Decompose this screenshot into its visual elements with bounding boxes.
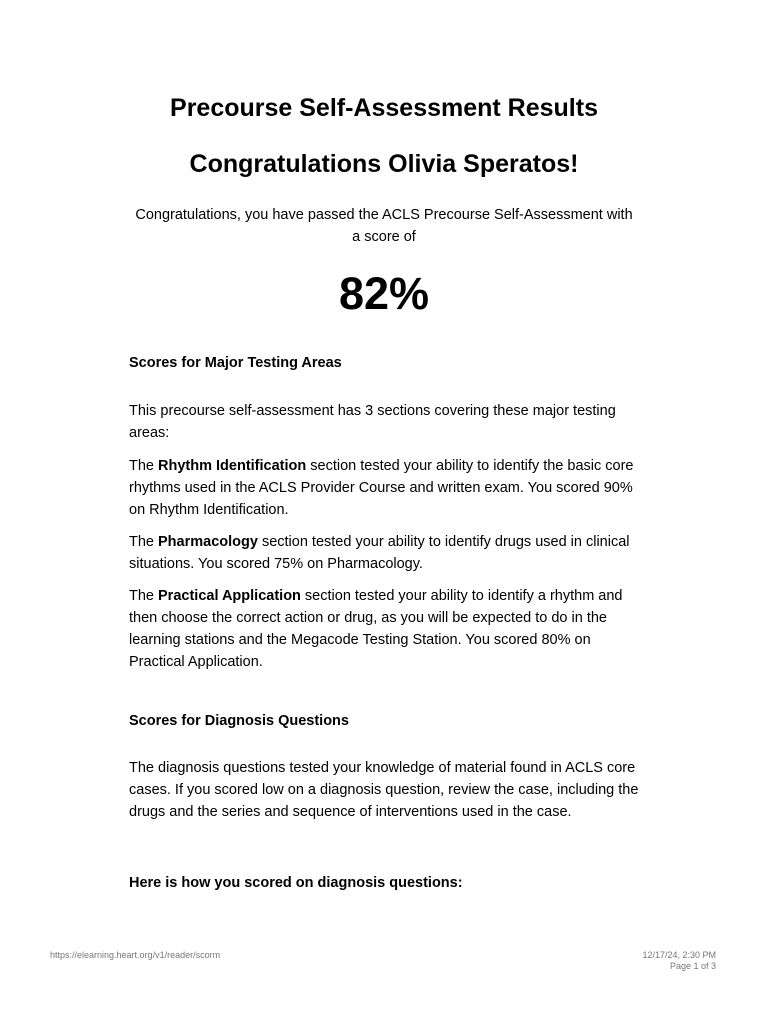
practical-section-name: Practical Application xyxy=(158,588,301,604)
rhythm-prefix: The xyxy=(129,458,159,474)
congratulations-heading: Congratulations Olivia Speratos! xyxy=(189,150,579,178)
sections-intro: This precourse self-assessment has 3 sections covering these major testing areas: xyxy=(129,403,616,441)
major-areas-heading: Scores for Major Testing Areas xyxy=(129,355,342,371)
overall-score: 82% xyxy=(338,268,430,319)
footer-meta xyxy=(642,950,716,972)
practical-paragraph xyxy=(129,585,641,673)
rhythm-section-name: Rhythm Identification xyxy=(158,458,307,474)
footer-datetime: 12/17/24, 2:30 PM xyxy=(642,950,716,960)
pharmacology-prefix: The xyxy=(129,534,159,550)
practical-prefix: The xyxy=(129,588,159,604)
rhythm-paragraph xyxy=(129,455,641,521)
page-title: Precourse Self-Assessment Results xyxy=(170,94,598,122)
pharmacology-section-name: Pharmacology xyxy=(158,534,258,550)
diagnosis-heading: Scores for Diagnosis Questions xyxy=(129,713,349,729)
rhythm-text: section tested your ability to identify the basic core rhythms used in the ACLS Provider Course and written exam. You scored 90% on Rhythm Identification. xyxy=(129,458,634,518)
diagnosis-paragraph: The diagnosis questions tested your knowledge of material found in ACLS core cases. If you scored low on a diagnosis question, review the case, including the drugs and the series and sequence of interventions used in the case. xyxy=(129,760,639,820)
practical-text: section tested your ability to identify a rhythm and then choose the correct action or drug, as you will be expected to do in the learning stations and the Megacode Testing Station. You scored 80% on Practical Application. xyxy=(129,588,623,670)
footer-url: https://elearning.heart.org/v1/reader/scorm xyxy=(50,950,221,960)
footer-page-number: Page 1 of 3 xyxy=(669,961,716,971)
diagnosis-scores-heading: Here is how you scored on diagnosis questions: xyxy=(129,875,463,891)
pharmacology-paragraph xyxy=(129,531,641,575)
pharmacology-text: section tested your ability to identify drugs used in clinical situations. You scored 75% on Pharmacology. xyxy=(129,534,630,572)
pass-message: Congratulations, you have passed the ACLS Precourse Self-Assessment with a score of xyxy=(135,207,633,245)
